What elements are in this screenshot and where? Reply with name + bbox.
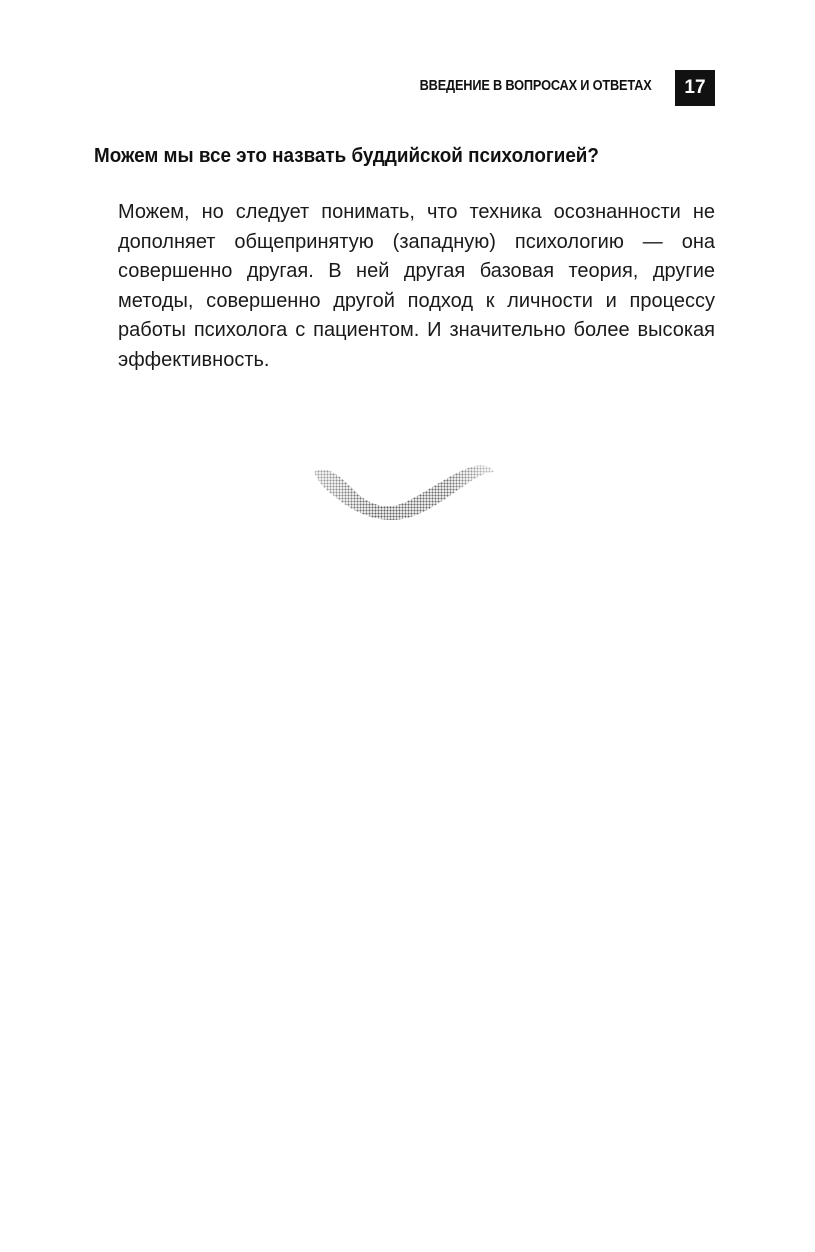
question-heading: Можем мы все это назвать буддийской психологией? bbox=[94, 144, 599, 167]
running-header bbox=[0, 70, 815, 106]
brush-stroke-icon bbox=[308, 458, 498, 530]
page-number: 17 bbox=[684, 77, 706, 98]
answer-paragraph: Можем, но следует понимать, что техника осознанности не дополняет общепринятую (западную) психологию — она совершенно другая. В ней другая базовая теория, другие методы, совершенно другой подход к личности и процессу работы психолога с пациентом. И значительно более высокая эффективность. bbox=[118, 201, 715, 371]
running-header-title: ВВЕДЕНИЕ В ВОПРОСАХ И ОТВЕТАХ bbox=[420, 78, 652, 94]
page-number-badge bbox=[675, 70, 715, 106]
